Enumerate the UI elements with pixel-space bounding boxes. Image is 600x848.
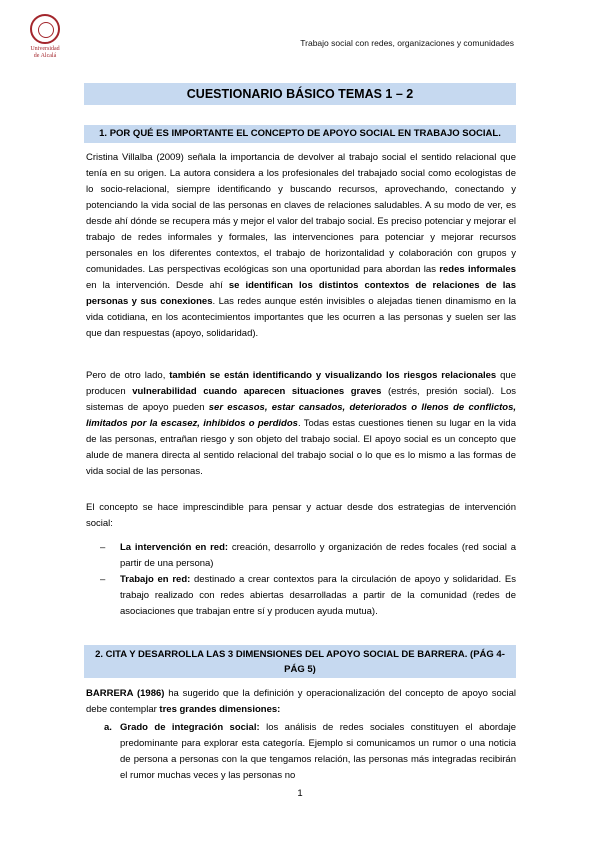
text-run: . Las redes aunque estén invisibles o alejadas tienen dinamismo en la vida cotidiana, en los acontecimientos importantes que les ocurren a las personas y suelen ser las que dan respuestas (apoyo, solidaridad). (86, 296, 516, 339)
list-item-term: Trabajo en red: (120, 574, 191, 585)
bold-run: vulnerabilidad cuando aparecen situaciones graves (132, 386, 382, 397)
dimension-list (86, 720, 516, 784)
logo-text-line-1: Universidad (30, 46, 60, 52)
document-title: CUESTIONARIO BÁSICO TEMAS 1 – 2 (84, 83, 516, 105)
bold-italic-run: ser escasos, estar cansados, deteriorados o llenos de conflictos, limitados por la escasez, inhibidos o perdidos (86, 402, 516, 429)
section-2-heading (84, 645, 516, 678)
section-1-paragraph-3: El concepto se hace imprescindible para pensar y actuar desde dos estrategias de intervención social: (86, 502, 516, 529)
section-2-heading-line-2: PÁG 5) (284, 664, 316, 675)
list-item-text: destinado a crear contextos para la circulación de apoyo y solidaridad. Es trabajo realizado con redes abiertas desarrolladas a partir de la comunidad (redes de asociaciones que trabajan entre sí y producen ayuda mutua). (120, 574, 516, 617)
list-item (86, 540, 516, 572)
text-run: Cristina Villalba (2009) señala la importancia de devolver al trabajo social el sentido relacional que tenía en su origen. La autora considera a los profesionales del trabajado social como ecologistas de lo socio-relacional, siempre identificando y buscando recursos, aprovechando, conectando y potenciando la vida social de las personas en claves de relaciones saludables. A su modo de ver, es desde ahí dónde se recupera más y mejor el valor del trabajo social. Es preciso potenciar y mejorar el trabajo de redes informales y formales, las intervenciones para potenciar y mejorar recursos personales en los diferentes contextos, el trabajo de horizontalidad y colaboración con grupos y comunidades. Las perspectivas ecológicas son una oportunidad para abordan las (86, 152, 516, 275)
logo-text (25, 46, 65, 60)
section-2-heading-line-1: 2. CITA Y DESARROLLA LAS 3 DIMENSIONES DEL APOYO SOCIAL DE BARRERA. (PÁG 4- (95, 649, 505, 660)
university-logo (25, 14, 65, 70)
bold-run: BARRERA (1986) (86, 688, 165, 699)
list-marker: a. (104, 722, 112, 733)
list-item-term: La intervención en red: (120, 542, 229, 553)
page-number: 1 (297, 788, 303, 799)
running-header: Trabajo social con redes, organizaciones y comunidades (300, 38, 514, 48)
text-run: (estrés, presión social). Los sistemas de apoyo pueden (86, 386, 516, 413)
section-1-paragraph-1 (86, 150, 516, 342)
text-run: en la intervención. Desde ahí (86, 280, 229, 291)
text-run: ha sugerido que la definición y operacionalización del concepto de apoyo social debe contemplar (86, 688, 517, 715)
list-item-text: los análisis de redes sociales constituyen el abordaje predominante para explorar esta categoría. Ejemplo si comunicamos un rumor o una noticia de persona a personas con la que tengamos relación, las personas más integradas recibirán el rumor muchas veces y las personas no (120, 722, 516, 781)
bold-run: tres grandes dimensiones: (159, 704, 281, 715)
bold-run: redes informales (439, 264, 516, 275)
bold-run: también se están identificando y visualizando los riesgos relacionales (169, 370, 497, 381)
section-1-paragraph-2 (86, 368, 516, 480)
list-item (86, 720, 516, 784)
logo-text-line-2: de Alcalá (33, 53, 57, 59)
text-run: . Todas estas cuestiones tienen su lugar en la vida de las personas, entrañan riesgo y son objeto del trabajo social. El apoyo social es un concepto que alude de manera directa al sentido relacional del trabajo social o lo que es lo mismo a las formas de vida social de las personas. (86, 418, 516, 477)
section-1-heading: 1. POR QUÉ ES IMPORTANTE EL CONCEPTO DE APOYO SOCIAL EN TRABAJO SOCIAL. (84, 125, 516, 143)
university-seal-icon (30, 14, 60, 44)
bold-run: se identifican los distintos contextos de relaciones de las personas y sus conexiones (86, 280, 516, 307)
list-item-text: creación, desarrollo y organización de redes focales (red social a partir de una persona) (120, 542, 516, 569)
section-2-paragraph-1 (86, 686, 516, 718)
strategy-list (86, 540, 516, 620)
list-item-term: Grado de integración social: (120, 722, 260, 733)
text-run: Pero de otro lado, (86, 370, 170, 381)
list-item (86, 572, 516, 620)
text-run: que producen (86, 370, 516, 397)
